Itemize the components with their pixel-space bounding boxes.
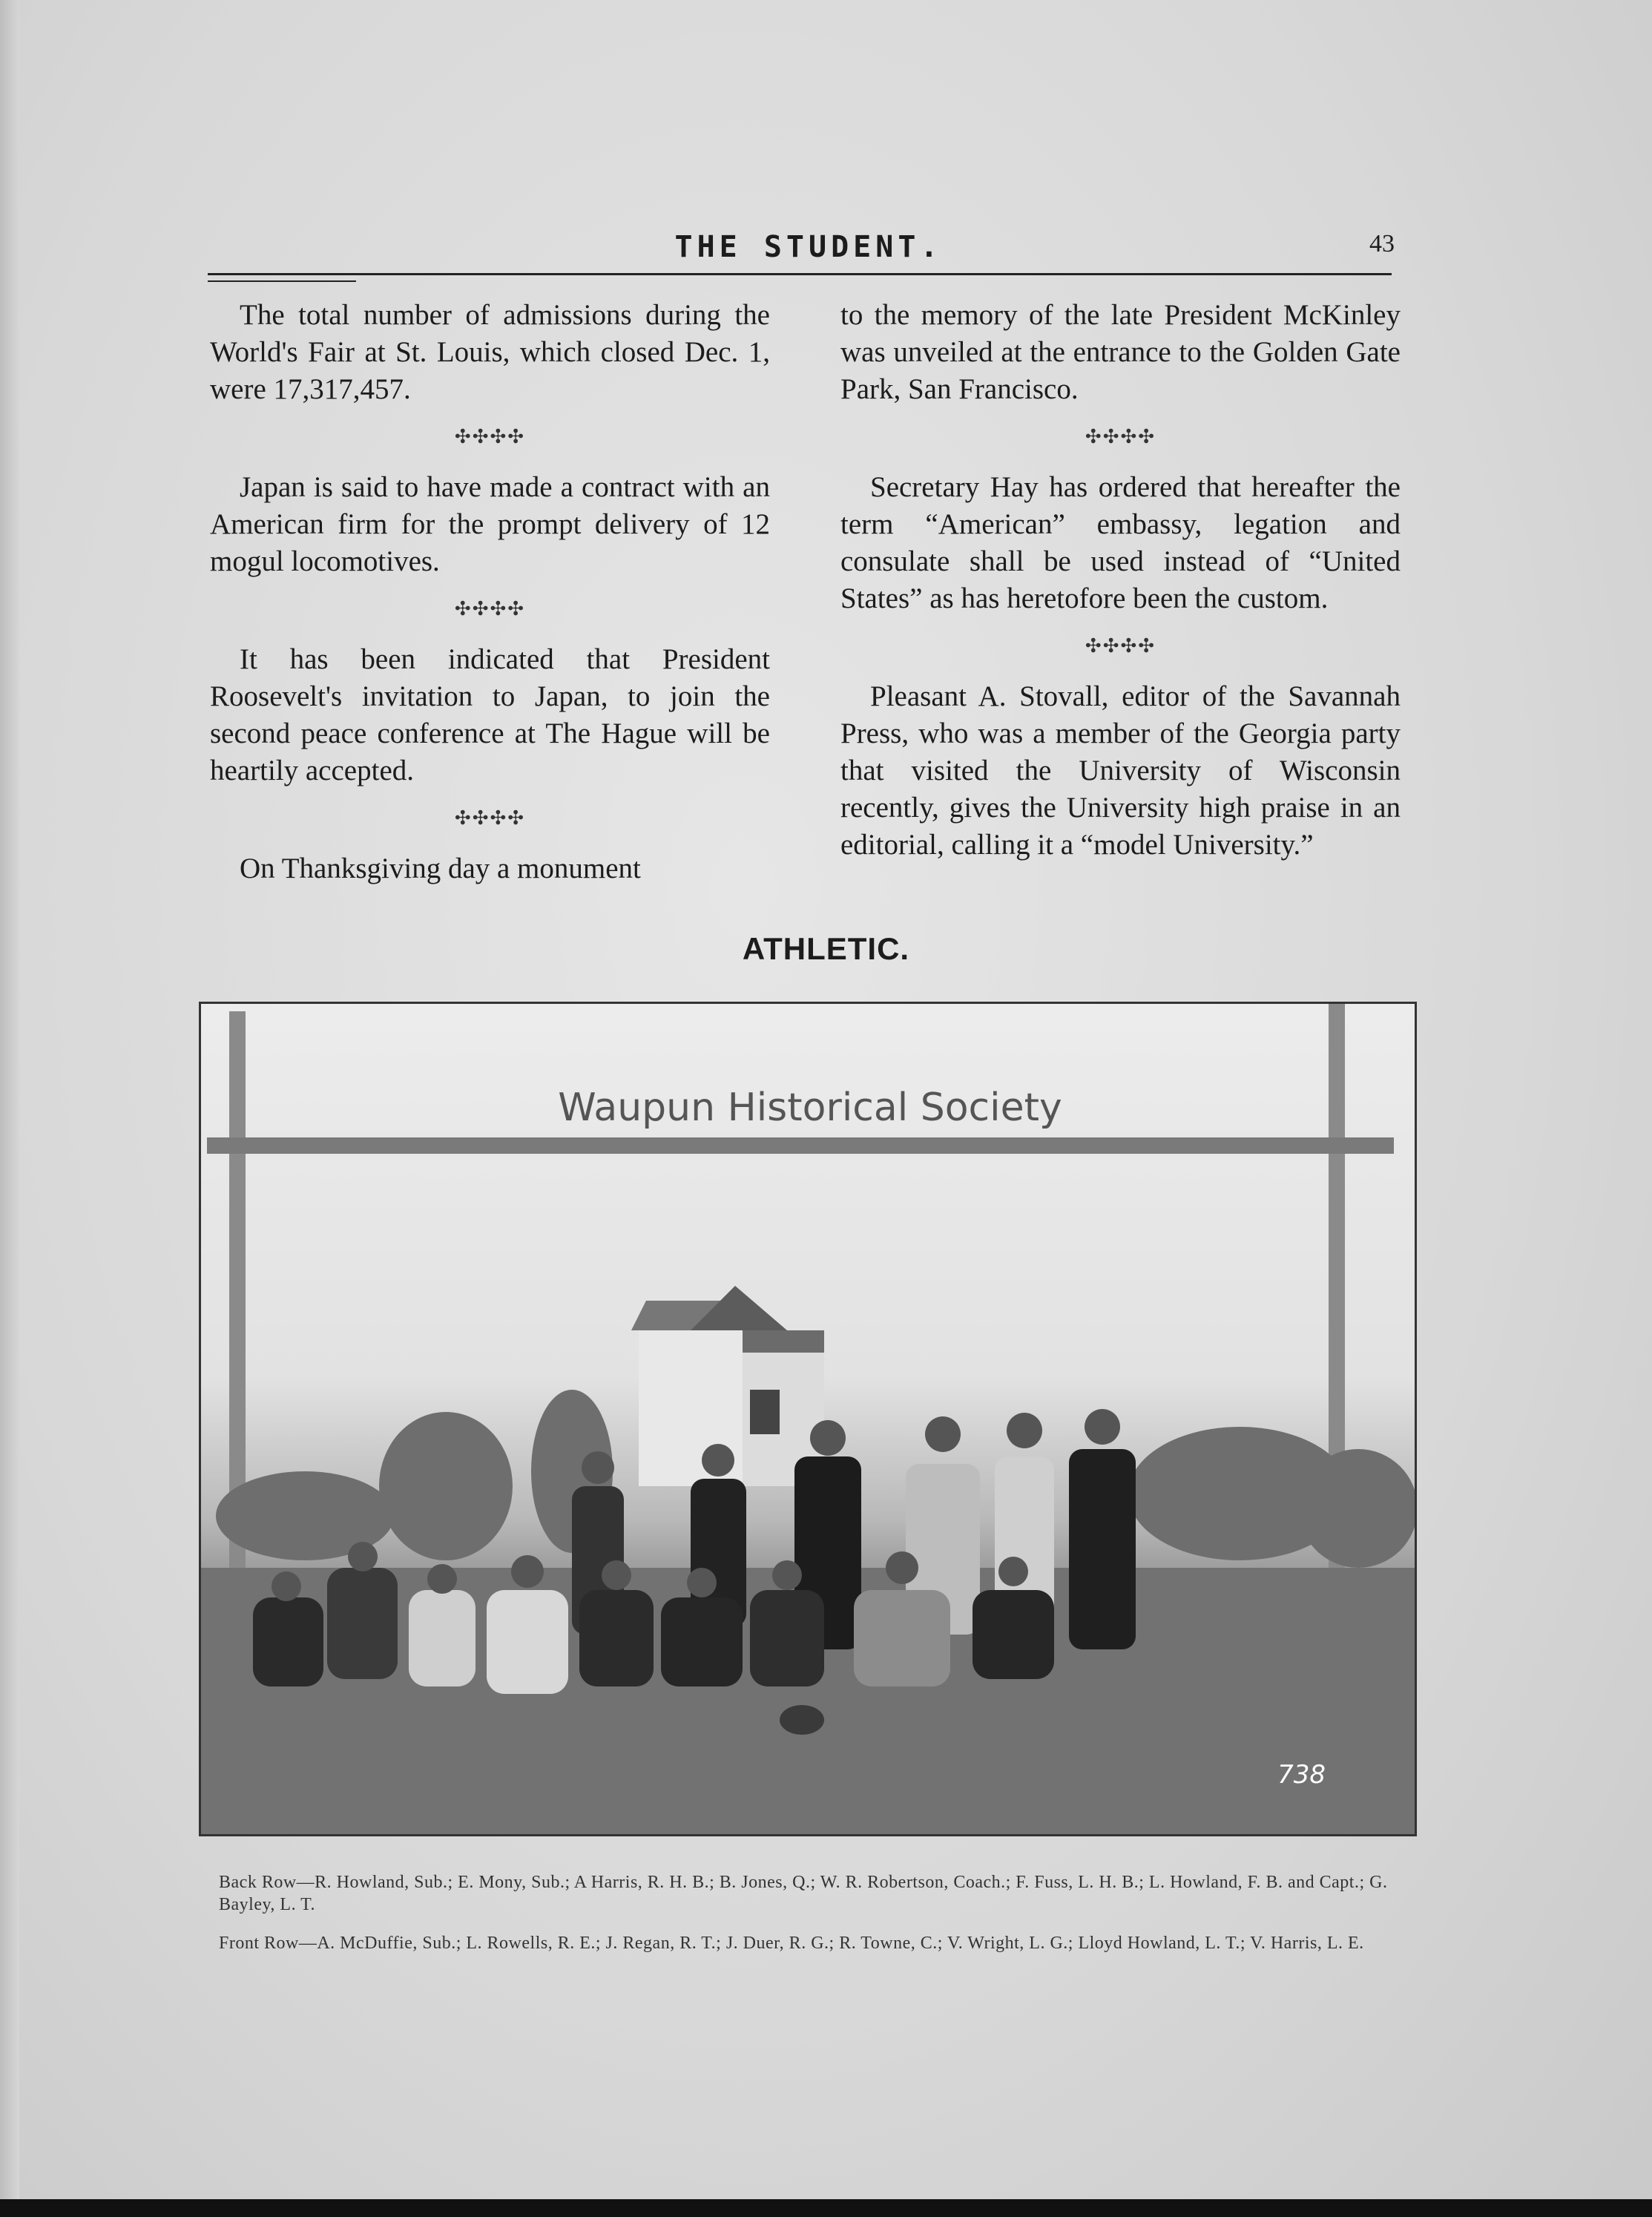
binding-edge [0, 0, 19, 2217]
bottom-edge [0, 2199, 1652, 2217]
watermark-text: Waupun Historical Society [558, 1085, 1062, 1130]
ornament-divider: ✣✣✣✣ [454, 807, 526, 829]
caption-front-row: Front Row—A. McDuffie, Sub.; L. Rowells, R. E.; J. Regan, R. T.; J. Duer, R. G.; R. Towne, C.; V. Wright, L. G.; Lloyd Howland, L. T.; V. Harris, L. E. [219, 1934, 1364, 1953]
news-item-worlds-fair: The total number of admissions during the World's Fair at St. Louis, which closed Dec. 1, were 17,317,457. [210, 299, 770, 405]
team-photograph [199, 1002, 1417, 1836]
ornament-divider: ✣✣✣✣ [454, 426, 526, 447]
header-rule [208, 273, 1392, 275]
goal-crossbar [207, 1137, 1394, 1154]
caption-back-row: Back Row—R. Howland, Sub.; E. Mony, Sub.; A Harris, R. H. B.; B. Jones, Q.; W. R. Robertson, Coach.; F. Fuss, L. H. B.; L. Howland, F. B. and Capt.; G. Bayley, L. T. [219, 1873, 1388, 1914]
news-item-japan-locomotives: Japan is said to have made a contract with an American firm for the prompt delivery of 12 mogul locomotives. [210, 471, 770, 577]
news-item-mckinley-monument-start: On Thanksgiving day a monument [240, 853, 641, 884]
section-heading: ATHLETIC. [742, 931, 910, 966]
running-head [208, 223, 1395, 267]
plate-number: 738 [1277, 1760, 1326, 1790]
ornament-divider: ✣✣✣✣ [454, 598, 526, 620]
news-item-mckinley-monument-cont: to the memory of the late President McKinley was unveiled at the entrance to the Golden Gate Park, San Francisco. [840, 299, 1401, 405]
news-item-stovall: Pleasant A. Stovall, editor of the Savannah Press, who was a member of the Georgia party that visited the University of Wisconsin recently, gives the University high praise in an editorial, calling it a “model University.” [840, 680, 1401, 861]
header-rule-short [208, 280, 356, 282]
ornament-divider: ✣✣✣✣ [1085, 635, 1156, 657]
news-item-secretary-hay: Secretary Hay has ordered that hereafter the term “American” embassy, legation and consulate shall be used instead of “United States” as has heretofore been the custom. [840, 471, 1401, 614]
ornament-divider: ✣✣✣✣ [1085, 426, 1156, 447]
page-number: 43 [1369, 230, 1395, 257]
news-item-hague-conference: It has been indicated that President Roosevelt's invitation to Japan, to join the second peace conference at The Hague will be heartily accepted. [210, 643, 770, 786]
left-column [210, 297, 770, 887]
right-column [840, 297, 1401, 864]
running-title: THE STUDENT. [674, 230, 943, 264]
